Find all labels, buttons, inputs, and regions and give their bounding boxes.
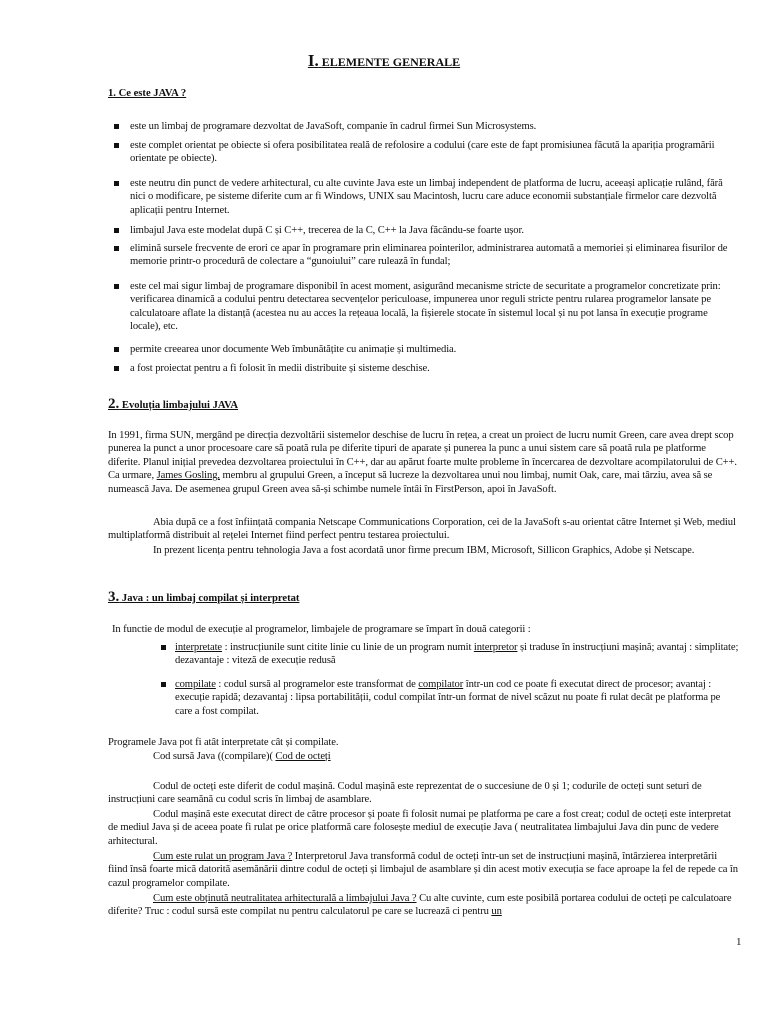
paragraph-netscape: Abia după ce a fost înființată compania Netscape Communications Corporation, cei de la JavaSoft s-au orientat către Internet și Web, mediul multiplatformă distribuit al rețelei Internet fiind perfect pentru testarea proiectului. (108, 517, 736, 542)
chapter-number: I. (307, 51, 319, 70)
list-item: este cel mai sigur limbaj de programare disponibil în acest moment, asigurând mecanisme stricte de securitate a programelor concretizate prin: verificarea dinamică a codului pentru detectarea secvențelor periculoase, impunerea unor reguli stricte pentru rularea programelor lansate pe calculatoare aflate la distanță (acestea nu au acces la rețeaua locală, la fișierele stocate în sistemul local și nu pot lansa în execuție programe locale), etc. (130, 280, 740, 334)
list-item: este neutru din punct de vedere arhitectural, cu alte cuvinte Java este un limbaj independent de platforma de lucru, aceeași aplicație rulând, fără nici o modificare, pe sisteme diferite cum ar fi Windows, UNIX sau Macintosh, lucru care aduce economii substanțiale firmelor care dezvoltă aplicații pentru Internet. (130, 177, 740, 217)
chapter-title (0, 51, 768, 71)
bullet-icon (114, 228, 119, 233)
chapter-title-text: ELEMENTE GENERALE (321, 55, 461, 69)
bullet-icon (114, 143, 119, 148)
section-number-3: 3. (108, 589, 120, 605)
bullet-icon (114, 347, 119, 352)
line-java-compiled-interpreted: Programele Java pot fi atât interpretate cât și compilate. (108, 737, 339, 748)
section-heading-1: 1. Ce este JAVA ? (108, 88, 187, 99)
list-item: este complet orientat pe obiecte si ofera posibilitatea reală de refolosire a codului (care este de fapt promisiunea făcută la apariția programării orientate pe obiecte). (130, 139, 740, 166)
paragraph-how-run: Cum este rulat un program Java ? Interpretorul Java transformă codul de octeți într-un set de instrucțiuni mașină, întârzierea interpretării fiind însă foarte mică datorită asemănării dintre codul de octeți și limbajul de asamblare și din acest motiv execuția se face aproape la fel de repede ca în cazul programelor compilate. (108, 851, 738, 889)
list-item: compilate : codul sursă al programelor este transformat de compilator într-un cod ce poate fi executat direct de procesor; avantaj : execuție rapidă; dezavantaj : lipsa portabilității, codul compilat într-un format de nivel scăzut nu poate fi rulat decât pe platforma pe care a fost compilat. (175, 678, 740, 718)
section-title-3: Java : un limbaj compilat și interpretat (121, 593, 300, 604)
line-compile-flow: Cod sursă Java ((compilare)( Cod de octeți (153, 751, 331, 762)
paragraph-history: In 1991, firma SUN, mergând pe direcția dezvoltării sistemelor deschise de lucru în rețea, a creat un proiect de lucru numit Green, care avea drept scop punerea la punct a unor procesoare care să poată rula pe diferite tipuri de aparate și punerea la punc a unui sistem care să poată rula pe platforme diferite. Planul inițial prevedea dezvoltarea proiectului în C++, dar au apărut foarte multe probleme în încercarea de dezvoltare acompilatorului de C++. Ca urmare, James Gosling, membru al grupului Green, a început să lucreze la dezvoltarea unui nou limbaj, numit Oak, care, mai târziu, avea să se numească Java. De asemenea grupul Green avea să-și schimbe numele întâi în FirstPerson, apoi în JavaSoft. (108, 430, 737, 495)
bullet-icon (161, 682, 166, 687)
bullet-icon (114, 284, 119, 289)
section-heading-2 (108, 396, 238, 413)
paragraph-machine-code: Codul mașină este executat direct de către procesor și poate fi folosit numai pe platforma pe care a fost creat; codul de octeți este interpretat de mediul Java și de aceea poate fi rulat pe orice platformă care folosește mediul de execuție Java ( neutralitatea limbajului Java din punc de vedere arhitectural. (108, 809, 731, 847)
paragraph-license: In prezent licența pentru tehnologia Java a fost acordată unor firme precum IBM, Microsoft, Sillicon Graphics, Adobe și Netscape. (153, 545, 695, 556)
bullet-icon (114, 366, 119, 371)
bullet-icon (161, 645, 166, 650)
list-item: limbajul Java este modelat după C și C++, trecerea de la C, C++ la Java făcându-se foarte ușor. (130, 224, 740, 237)
section-heading-3 (108, 589, 299, 606)
paragraph-bytecode: Codul de octeți este diferit de codul mașină. Codul mașină este reprezentat de o succesiune de 0 și 1; codurile de octeți sunt seturi de instrucțiuni care seamănă cu codul scris în limbaj de asamblare. (108, 781, 702, 806)
page-number: 1 (736, 936, 742, 948)
list-item: elimină sursele frecvente de erori ce apar în programare prin eliminarea pointerilor, administrarea automată a memoriei și eliminarea fisurilor de memorie printr-o procedură de colectare a “gunoiului” care rulează în fundal; (130, 242, 740, 269)
bullet-icon (114, 181, 119, 186)
section-number-2: 2. (108, 396, 120, 412)
paragraph-neutrality: Cum este obținută neutralitatea arhitecturală a limbajului Java ? Cu alte cuvinte, cum este posibilă portarea codului de octeți pe calculatoare diferite? Truc : codul sursă este compilat nu pentru calculatorul pe care se lucrează ci pentru un (108, 893, 732, 918)
bullet-icon (114, 246, 119, 251)
section-title-2: Evoluția limbajului JAVA (121, 400, 239, 411)
list-item: interpretate : instrucțiunile sunt citite linie cu linie de un program numit interpretor și traduse în instrucțiuni mașină; avantaj : simplitate; dezavantaje : viteză de execuție redusă (175, 641, 740, 668)
person-link-james-gosling: James Gosling, (156, 470, 220, 482)
list-item: permite creearea unor documente Web îmbunătățite cu animație și multimedia. (130, 343, 740, 356)
list-item: este un limbaj de programare dezvoltat de JavaSoft, companie în cadrul firmei Sun Microsystems. (130, 120, 740, 133)
paragraph-categories: In functie de modul de execuție al programelor, limbajele de programare se împart în două categorii : (112, 624, 531, 635)
bullet-icon (114, 124, 119, 129)
list-item: a fost proiectat pentru a fi folosit în medii distribuite și sisteme deschise. (130, 362, 740, 375)
